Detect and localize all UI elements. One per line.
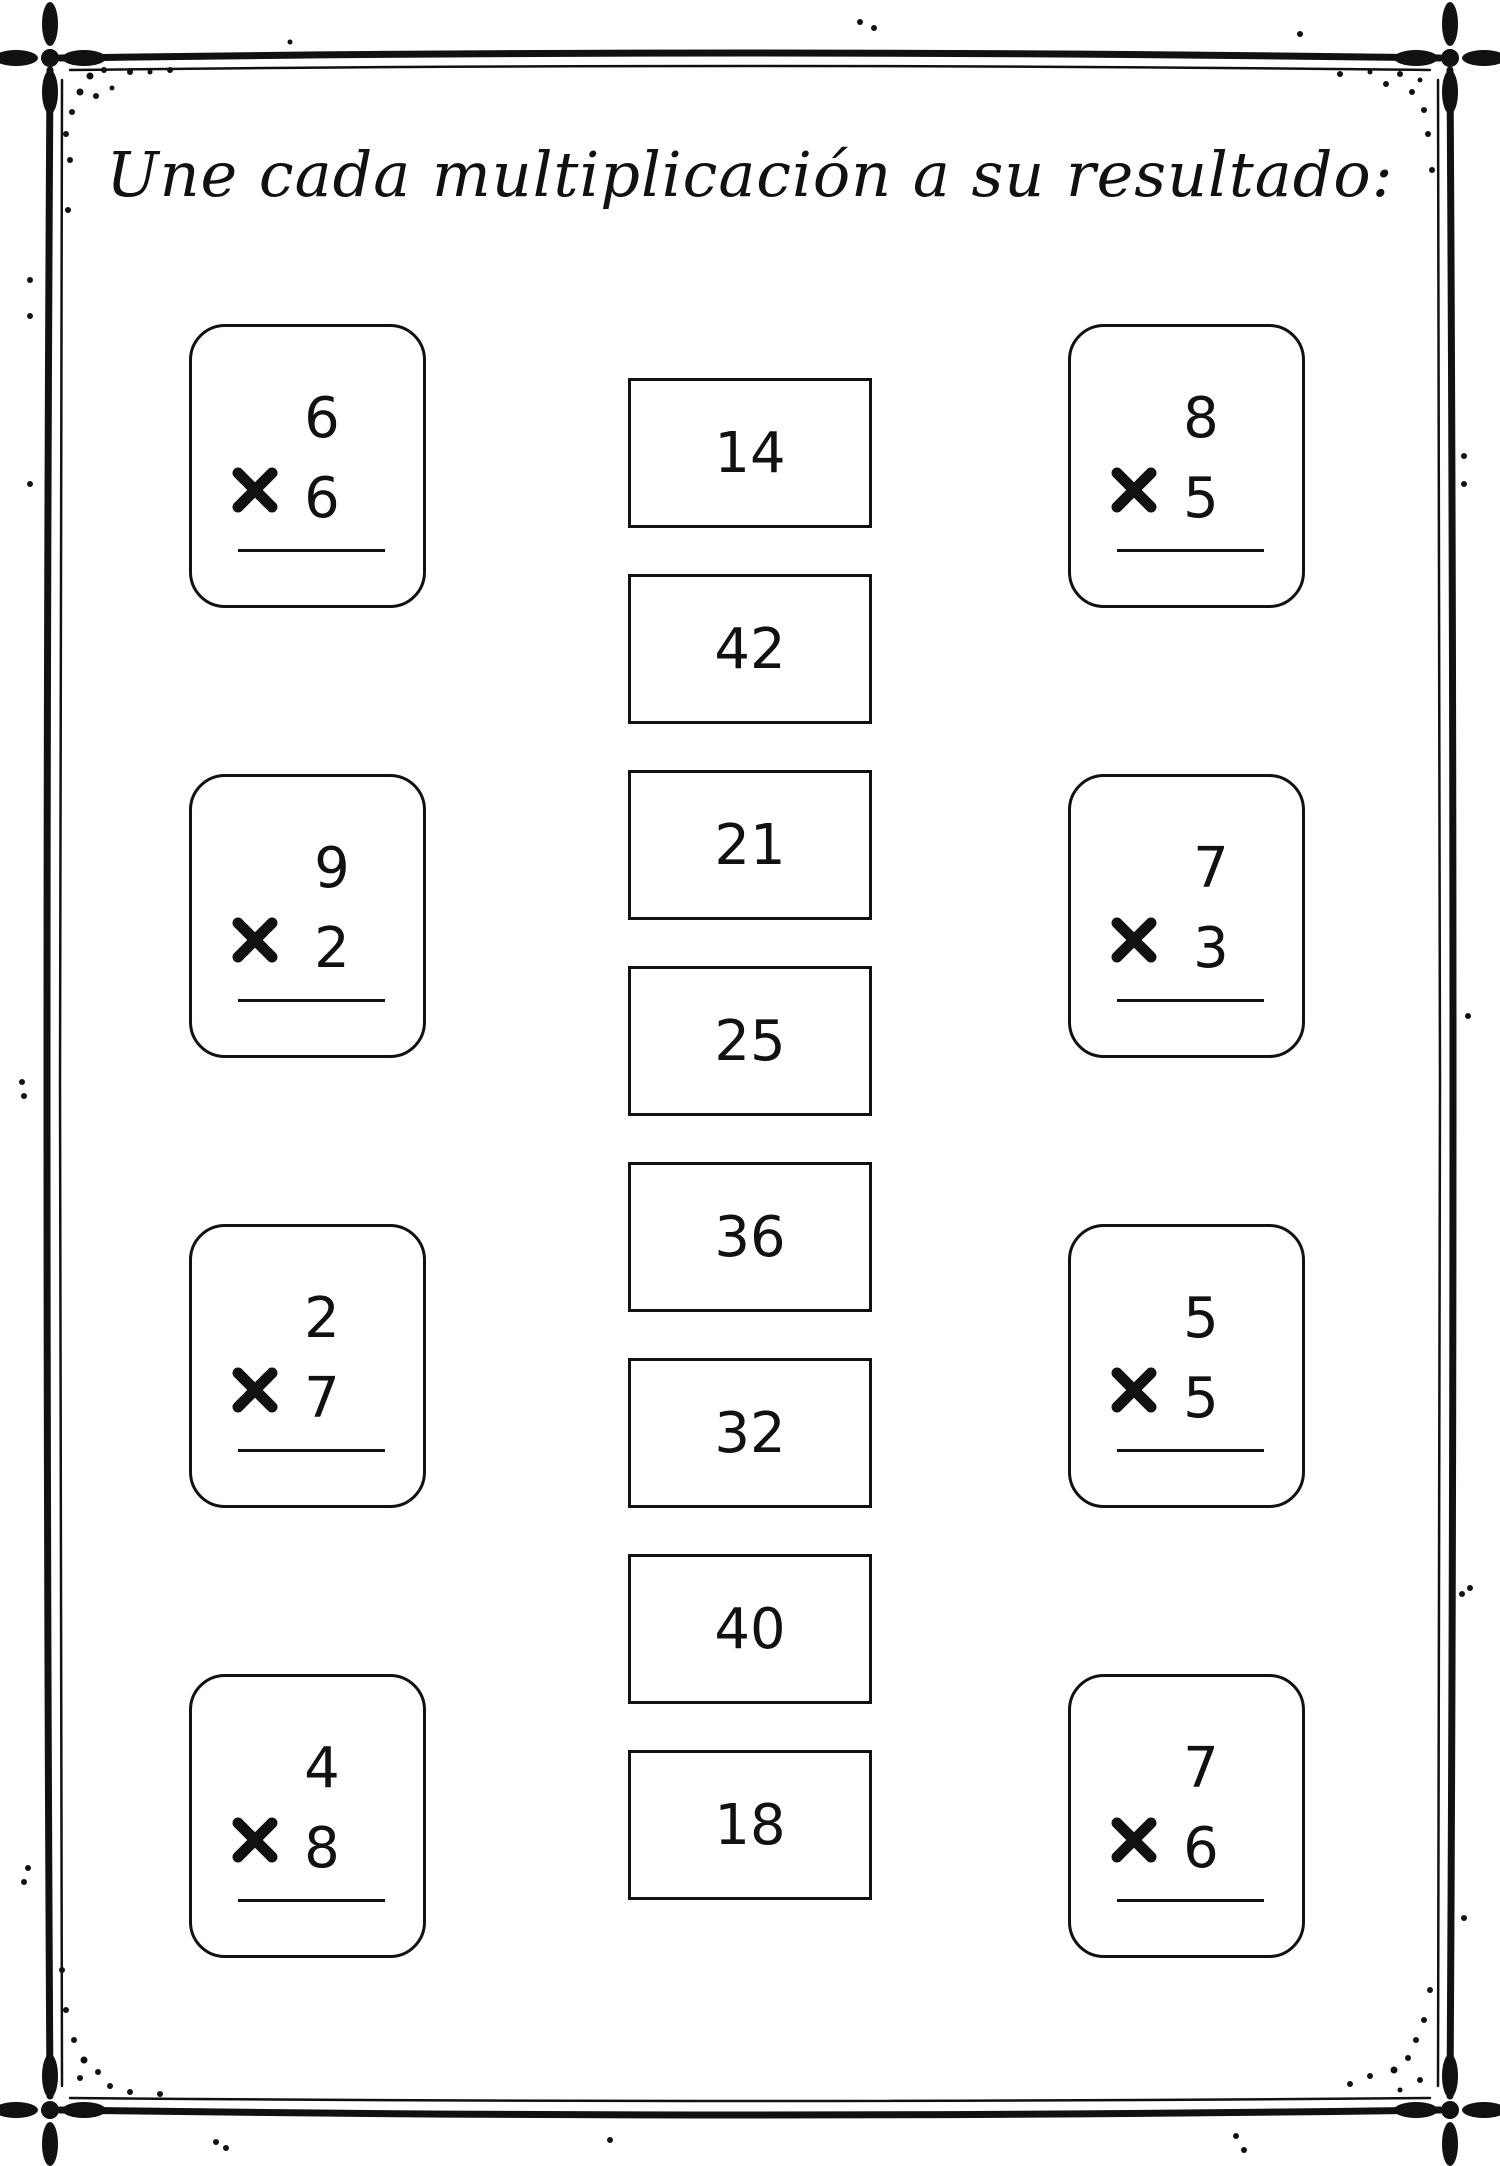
- problem-card-left-3[interactable]: [189, 1224, 426, 1508]
- answer-line: [1117, 549, 1264, 552]
- answer-box-7[interactable]: 40: [628, 1554, 872, 1704]
- answer-line: [1117, 1449, 1264, 1452]
- multiplication-x-icon: [1111, 1817, 1157, 1863]
- problem-card-left-4[interactable]: [189, 1674, 426, 1958]
- multiplier: 8: [304, 1816, 340, 1881]
- answer-box-6[interactable]: 32: [628, 1358, 872, 1508]
- answer-line: [238, 549, 385, 552]
- multiplier: 7: [304, 1366, 340, 1431]
- answer-line: [1117, 999, 1264, 1002]
- answer-line: [238, 999, 385, 1002]
- multiplication-x-icon: [232, 917, 278, 963]
- multiplier: 6: [304, 466, 340, 531]
- multiplicand: 8: [1183, 386, 1219, 451]
- multiplicand: 7: [1193, 836, 1229, 901]
- problem-card-left-2[interactable]: [189, 774, 426, 1058]
- multiplication-x-icon: [232, 1817, 278, 1863]
- multiplicand: 5: [1183, 1286, 1219, 1351]
- multiplication-x-icon: [232, 467, 278, 513]
- multiplication-x-icon: [1111, 917, 1157, 963]
- multiplication-x-icon: [232, 1367, 278, 1413]
- answer-line: [1117, 1899, 1264, 1902]
- worksheet-title: Une cada multiplicación a su resultado:: [106, 138, 1394, 211]
- multiplicand: 7: [1183, 1736, 1219, 1801]
- problem-card-right-1[interactable]: [1068, 324, 1305, 608]
- multiplier: 2: [314, 916, 350, 981]
- multiplier: 3: [1193, 916, 1229, 981]
- multiplication-x-icon: [1111, 467, 1157, 513]
- multiplier: 5: [1183, 466, 1219, 531]
- multiplicand: 4: [304, 1736, 340, 1801]
- answer-box-3[interactable]: 21: [628, 770, 872, 920]
- problem-card-left-1[interactable]: [189, 324, 426, 608]
- multiplicand: 2: [304, 1286, 340, 1351]
- multiplier: 5: [1183, 1366, 1219, 1431]
- problem-card-right-2[interactable]: [1068, 774, 1305, 1058]
- answer-box-4[interactable]: 25: [628, 966, 872, 1116]
- answer-box-2[interactable]: 42: [628, 574, 872, 724]
- answer-box-8[interactable]: 18: [628, 1750, 872, 1900]
- problem-card-right-4[interactable]: [1068, 1674, 1305, 1958]
- multiplicand: 6: [304, 386, 340, 451]
- answer-line: [238, 1899, 385, 1902]
- answer-line: [238, 1449, 385, 1452]
- multiplicand: 9: [314, 836, 350, 901]
- problem-card-right-3[interactable]: [1068, 1224, 1305, 1508]
- answer-box-1[interactable]: 14: [628, 378, 872, 528]
- multiplication-x-icon: [1111, 1367, 1157, 1413]
- multiplier: 6: [1183, 1816, 1219, 1881]
- answer-box-5[interactable]: 36: [628, 1162, 872, 1312]
